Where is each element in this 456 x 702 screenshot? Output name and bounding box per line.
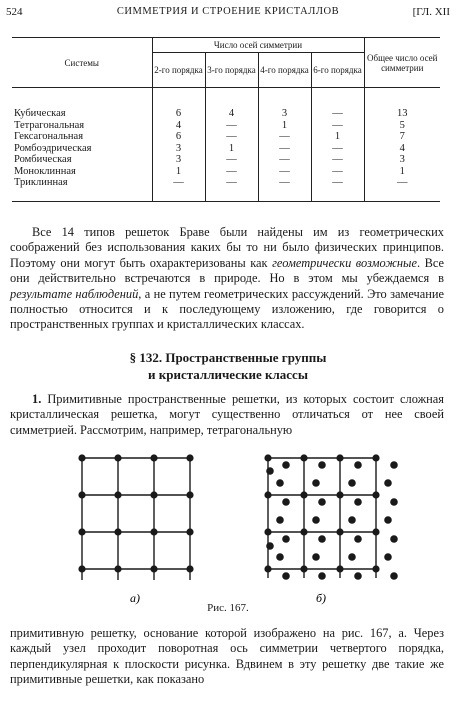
para-text: Примитивные пространственные решетки, из которых состоит сложная кристаллическая решетка, могут существенно отличаться от нее своей симметрией. Рассмотрим, например, тетрагональную [10, 392, 444, 437]
col-header-order-3: 3-го порядка [205, 53, 258, 88]
item-number: 1. [32, 392, 42, 406]
cell: — [311, 120, 364, 132]
table-row [12, 88, 440, 120]
col-header-systems: Системы [12, 38, 152, 88]
col-header-order-4: 4-го порядка [258, 53, 311, 88]
cell: 1 [258, 120, 311, 132]
cell: — [205, 177, 258, 201]
table-row [12, 177, 440, 201]
cell: 3 [258, 88, 311, 120]
figure-caption: Рис. 167. [207, 602, 249, 614]
label-a: а) [130, 591, 140, 605]
para-text: примитивную решетку, основание которой изображено на рис. 167, а. Через каждый узел проходит поворотная ось симметрии четвертого порядка, перпендикулярная к плоскости рисунка. Вдвинем в эту решетку две такие же примитивные решетки, как показано [10, 626, 444, 687]
para-text: Все 14 типов решеток Браве были найдены им из геометрических соображений без использования каких бы то ни было физических принципов. Поэтому они могут быть охарактеризованы как [10, 225, 444, 270]
emphasis: результате наблюдений [10, 286, 139, 301]
row-name: Ромбическая [14, 154, 72, 166]
page-number: 524 [6, 6, 23, 18]
cell: 3 [364, 154, 440, 166]
chapter-label: [ГЛ. XII [412, 6, 450, 18]
cell: 6 [152, 88, 205, 120]
cell: — [258, 143, 311, 155]
cell: 1 [364, 166, 440, 178]
cell: — [258, 154, 311, 166]
label-b: б) [316, 591, 327, 605]
cell: — [311, 177, 364, 201]
row-name: Ромбоэдрическая [14, 142, 92, 154]
inserted-nodes-b [266, 461, 398, 580]
running-title: СИММЕТРИЯ И СТРОЕНИЕ КРИСТАЛЛОВ [116, 6, 340, 17]
cell: — [311, 166, 364, 178]
cell: — [205, 120, 258, 132]
cell: — [258, 131, 311, 143]
cell: — [258, 166, 311, 178]
cell: 4 [205, 88, 258, 120]
cell: — [205, 154, 258, 166]
row-name: Тетрагональная [14, 119, 85, 131]
section-title-line1: § 132. Пространственные группы [129, 350, 327, 365]
row-name: Кубическая [14, 108, 66, 120]
symmetry-axes-table [12, 37, 440, 202]
cell: — [311, 88, 364, 120]
row-name: Гексагональная [14, 131, 84, 143]
col-header-total: Общее число осей симметрии [364, 38, 440, 88]
cell: — [311, 154, 364, 166]
cell: — [152, 177, 205, 201]
running-header [6, 4, 450, 22]
cell: 3 [152, 143, 205, 155]
paragraph-continuation [10, 626, 444, 688]
table-row [12, 166, 440, 178]
row-name: Триклинная [12, 177, 152, 201]
cell: — [258, 177, 311, 201]
table-row [12, 131, 440, 143]
emphasis: геометрически возможные [272, 255, 417, 270]
cell: 4 [364, 143, 440, 155]
cell: 1 [205, 143, 258, 155]
cell: 1 [152, 166, 205, 178]
table-row [12, 120, 440, 132]
cell: 3 [152, 154, 205, 166]
section-heading [0, 349, 456, 383]
cell: 7 [364, 131, 440, 143]
cell: 6 [152, 131, 205, 143]
lattice-nodes-a [78, 454, 193, 572]
cell: 5 [364, 120, 440, 132]
col-header-axes-count: Число осей симметрии [152, 38, 364, 53]
lattice-figure [0, 438, 456, 618]
cell: — [364, 177, 440, 201]
para-text: , а не путем геометрических рассуждений. Это замечание полностью относится и к последующему изложению, где говорится о пространственных группах и кристаллических классах. [10, 286, 444, 332]
cell: 13 [364, 88, 440, 120]
row-name: Моноклинная [14, 165, 76, 177]
square-lattice-b [268, 458, 376, 578]
cell: — [205, 131, 258, 143]
cell: — [311, 143, 364, 155]
col-header-order-2: 2-го порядка [152, 53, 205, 88]
cell: — [205, 166, 258, 178]
square-lattice-a [82, 458, 190, 580]
table-row [12, 143, 440, 155]
paragraph-bravais [10, 225, 444, 333]
cell: 1 [311, 131, 364, 143]
cell: 4 [152, 120, 205, 132]
paragraph-primitive [10, 392, 444, 438]
table-row [12, 154, 440, 166]
para-text: . Все они действительно встречаются в природе. Но в этом мы убеждаемся в [10, 255, 444, 286]
figure-167 [0, 438, 456, 618]
col-header-order-6: 6-го порядка [311, 53, 364, 88]
section-title-line2: и кристаллические классы [148, 367, 308, 382]
